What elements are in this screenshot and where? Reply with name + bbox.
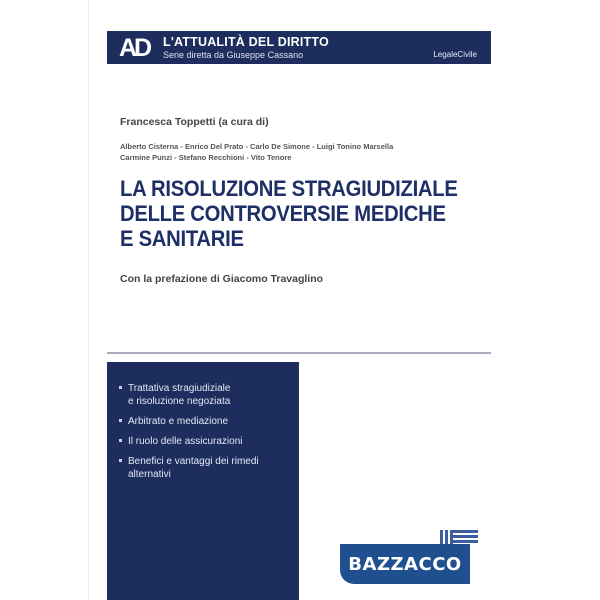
- book-title: [120, 176, 487, 251]
- feature-list: [119, 382, 294, 488]
- feature-item: Arbitrato e mediazione: [119, 415, 294, 428]
- series-logo: AD: [119, 34, 150, 62]
- bullet-icon: [119, 386, 122, 389]
- bullet-icon: [119, 459, 122, 462]
- divider-rule: [107, 352, 491, 354]
- bazzacco-badge: BAZZACCO: [340, 544, 470, 584]
- bullet-icon: [119, 419, 122, 422]
- publisher-label: LegaleCivile: [433, 50, 477, 59]
- authors-line-2: Carmine Punzi - Stefano Recchioni - Vito Tenore: [120, 153, 292, 162]
- feature-item: Il ruolo delle assicurazioni: [119, 435, 294, 448]
- book-curator: Francesca Toppetti (a cura di): [120, 116, 269, 128]
- logo-bar: [445, 530, 448, 544]
- title-line-1: LA RISOLUZIONE STRAGIUDIZIALE: [120, 176, 458, 201]
- book-authors: [120, 141, 480, 163]
- authors-line-1: Alberto Cisterna - Enrico Del Prato - Carlo De Simone - Luigi Tonino Marsella: [120, 142, 394, 151]
- book-preface: Con la prefazione di Giacomo Travaglino: [120, 273, 324, 285]
- logo-bar: [452, 530, 478, 533]
- logo-bar: [452, 540, 478, 543]
- logo-bar: [452, 535, 478, 538]
- series-header-bar: [107, 31, 491, 64]
- feature-box: [107, 362, 299, 600]
- title-line-2: DELLE CONTROVERSIE MEDICHE: [120, 201, 446, 226]
- feature-item: Trattativa stragiudiziale e risoluzione negoziata: [119, 382, 294, 408]
- series-subtitle: Serie diretta da Giuseppe Cassano: [163, 50, 304, 60]
- logo-bar: [440, 530, 443, 544]
- title-line-3: E SANITARIE: [120, 226, 244, 251]
- series-title: L'ATTUALITÀ DEL DIRITTO: [163, 35, 329, 49]
- bullet-icon: [119, 439, 122, 442]
- feature-item: Benefici e vantaggi dei rimedi alternativi: [119, 455, 294, 481]
